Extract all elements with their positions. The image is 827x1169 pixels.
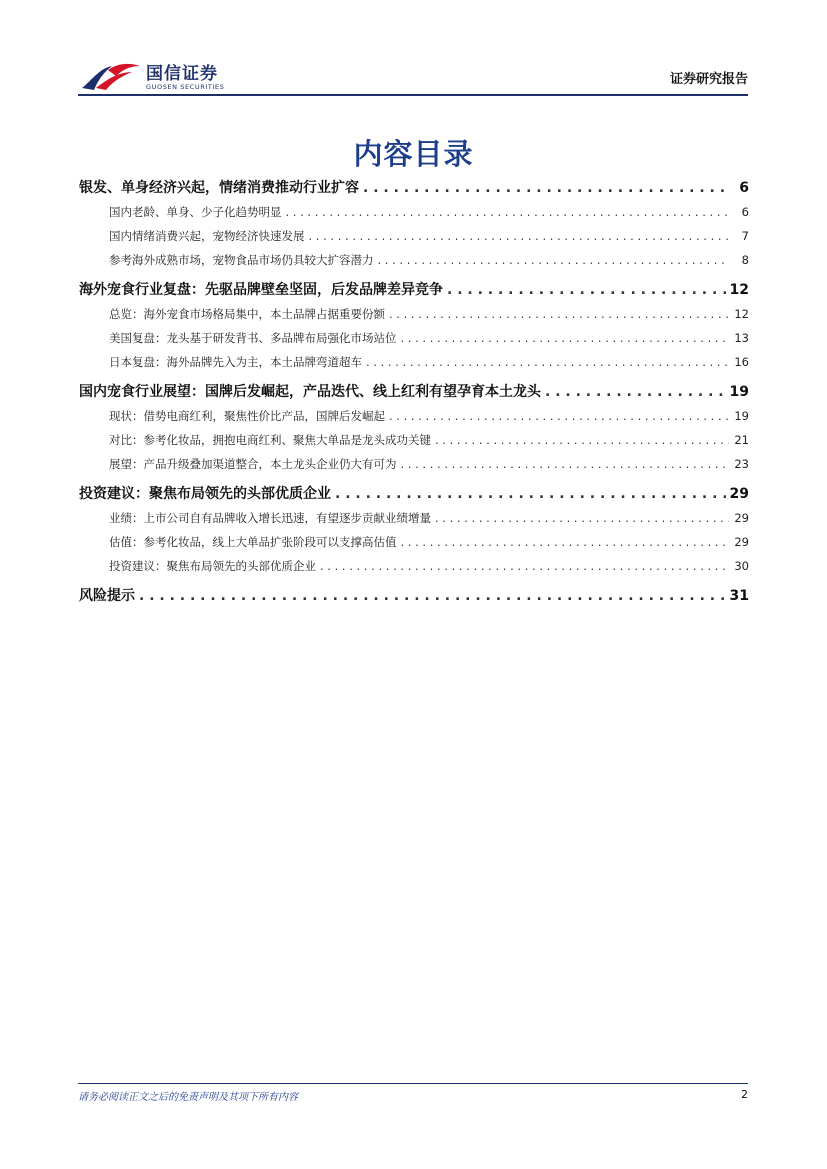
toc-leader-dots (309, 224, 730, 248)
toc-subsection-entry[interactable] (79, 428, 749, 452)
toc-entry-page: 7 (741, 229, 749, 243)
toc-entry-label: 国内情绪消费兴起，宠物经济快速发展 (109, 229, 305, 243)
toc-subsection-entry[interactable] (79, 302, 749, 326)
toc-entry-label: 业绩：上市公司自有品牌收入增长迅速，有望逐步贡献业绩增量 (109, 511, 431, 525)
toc-leader-dots (286, 200, 730, 224)
toc-entry-label: 风险提示 (79, 588, 135, 604)
toc-entry-page: 19 (734, 409, 749, 423)
table-of-contents (79, 176, 749, 608)
page-title: 内容目录 (353, 137, 474, 171)
page-header (78, 52, 748, 94)
toc-section-entry[interactable] (79, 482, 749, 506)
toc-leader-dots (320, 554, 729, 578)
toc-section-entry[interactable] (79, 584, 749, 608)
footer-disclaimer: 请务必阅读正文之后的免责声明及其项下所有内容 (78, 1092, 298, 1103)
toc-leader-dots (447, 278, 726, 302)
toc-entry-label: 日本复盘：海外品牌先入为主，本土品牌弯道超车 (109, 355, 362, 369)
guosen-logo-icon (78, 58, 144, 94)
report-type-label: 证券研究报告 (669, 72, 748, 87)
toc-entry-label: 国内老龄、单身、少子化趋势明显 (109, 205, 282, 219)
toc-leader-dots (139, 584, 726, 608)
toc-leader-dots (435, 506, 729, 530)
toc-subsection-entry[interactable] (79, 404, 749, 428)
toc-section-entry[interactable] (79, 380, 749, 404)
toc-leader-dots (401, 452, 730, 476)
toc-entry-page: 29 (729, 486, 749, 502)
toc-entry-page: 12 (734, 307, 749, 321)
toc-entry-page: 29 (734, 511, 749, 525)
toc-leader-dots (389, 302, 729, 326)
toc-subsection-entry[interactable] (79, 200, 749, 224)
toc-entry-page: 6 (739, 180, 749, 196)
toc-entry-page: 13 (734, 331, 749, 345)
toc-entry-label: 投资建议：聚焦布局领先的头部优质企业 (109, 559, 316, 573)
brand-name-cn: 国信证券 (146, 64, 218, 84)
toc-entry-page: 19 (729, 384, 749, 400)
toc-entry-page: 6 (741, 205, 749, 219)
page-number: 2 (741, 1088, 748, 1101)
toc-entry-page: 29 (734, 535, 749, 549)
toc-subsection-entry[interactable] (79, 452, 749, 476)
toc-leader-dots (335, 482, 726, 506)
toc-entry-label: 银发、单身经济兴起，情绪消费推动行业扩容 (79, 180, 359, 196)
toc-entry-page: 8 (741, 253, 749, 267)
header-divider (78, 94, 748, 96)
toc-entry-label: 展望：产品升级叠加渠道整合，本土龙头企业仍大有可为 (109, 457, 397, 471)
toc-entry-label: 国内宠食行业展望：国牌后发崛起，产品迭代、线上红利有望孕育本土龙头 (79, 384, 541, 400)
toc-entry-page: 31 (729, 588, 749, 604)
toc-section-entry[interactable] (79, 278, 749, 302)
toc-subsection-entry[interactable] (79, 224, 749, 248)
toc-subsection-entry[interactable] (79, 554, 749, 578)
toc-entry-page: 21 (734, 433, 749, 447)
toc-entry-label: 投资建议：聚焦布局领先的头部优质企业 (79, 486, 331, 502)
footer-divider (78, 1083, 748, 1084)
toc-leader-dots (401, 530, 730, 554)
toc-section-entry[interactable] (79, 176, 749, 200)
toc-entry-label: 参考海外成熟市场，宠物食品市场仍具较大扩容潜力 (109, 253, 374, 267)
toc-subsection-entry[interactable] (79, 326, 749, 350)
toc-leader-dots (401, 326, 730, 350)
toc-entry-label: 海外宠食行业复盘：先驱品牌壁垒坚固，后发品牌差异竞争 (79, 282, 443, 298)
toc-entry-page: 12 (729, 282, 749, 298)
toc-subsection-entry[interactable] (79, 530, 749, 554)
toc-leader-dots (545, 380, 726, 404)
toc-entry-page: 16 (734, 355, 749, 369)
toc-leader-dots (435, 428, 729, 452)
toc-leader-dots (363, 176, 727, 200)
toc-entry-page: 23 (734, 457, 749, 471)
toc-subsection-entry[interactable] (79, 248, 749, 272)
toc-entry-page: 30 (734, 559, 749, 573)
toc-entry-label: 现状：借势电商红利，聚焦性价比产品，国牌后发崛起 (109, 409, 385, 423)
toc-entry-label: 估值：参考化妆品，线上大单品扩张阶段可以支撑高估值 (109, 535, 397, 549)
toc-entry-label: 美国复盘：龙头基于研发背书、多品牌布局强化市场站位 (109, 331, 397, 345)
brand-name-en: GUOSEN SECURITIES (146, 83, 225, 91)
toc-subsection-entry[interactable] (79, 350, 749, 374)
toc-entry-label: 总览：海外宠食市场格局集中，本土品牌占据重要份额 (109, 307, 385, 321)
toc-entry-label: 对比：参考化妆品，拥抱电商红利、聚焦大单品是龙头成功关键 (109, 433, 431, 447)
toc-leader-dots (389, 404, 729, 428)
toc-leader-dots (378, 248, 730, 272)
toc-subsection-entry[interactable] (79, 506, 749, 530)
toc-leader-dots (366, 350, 729, 374)
